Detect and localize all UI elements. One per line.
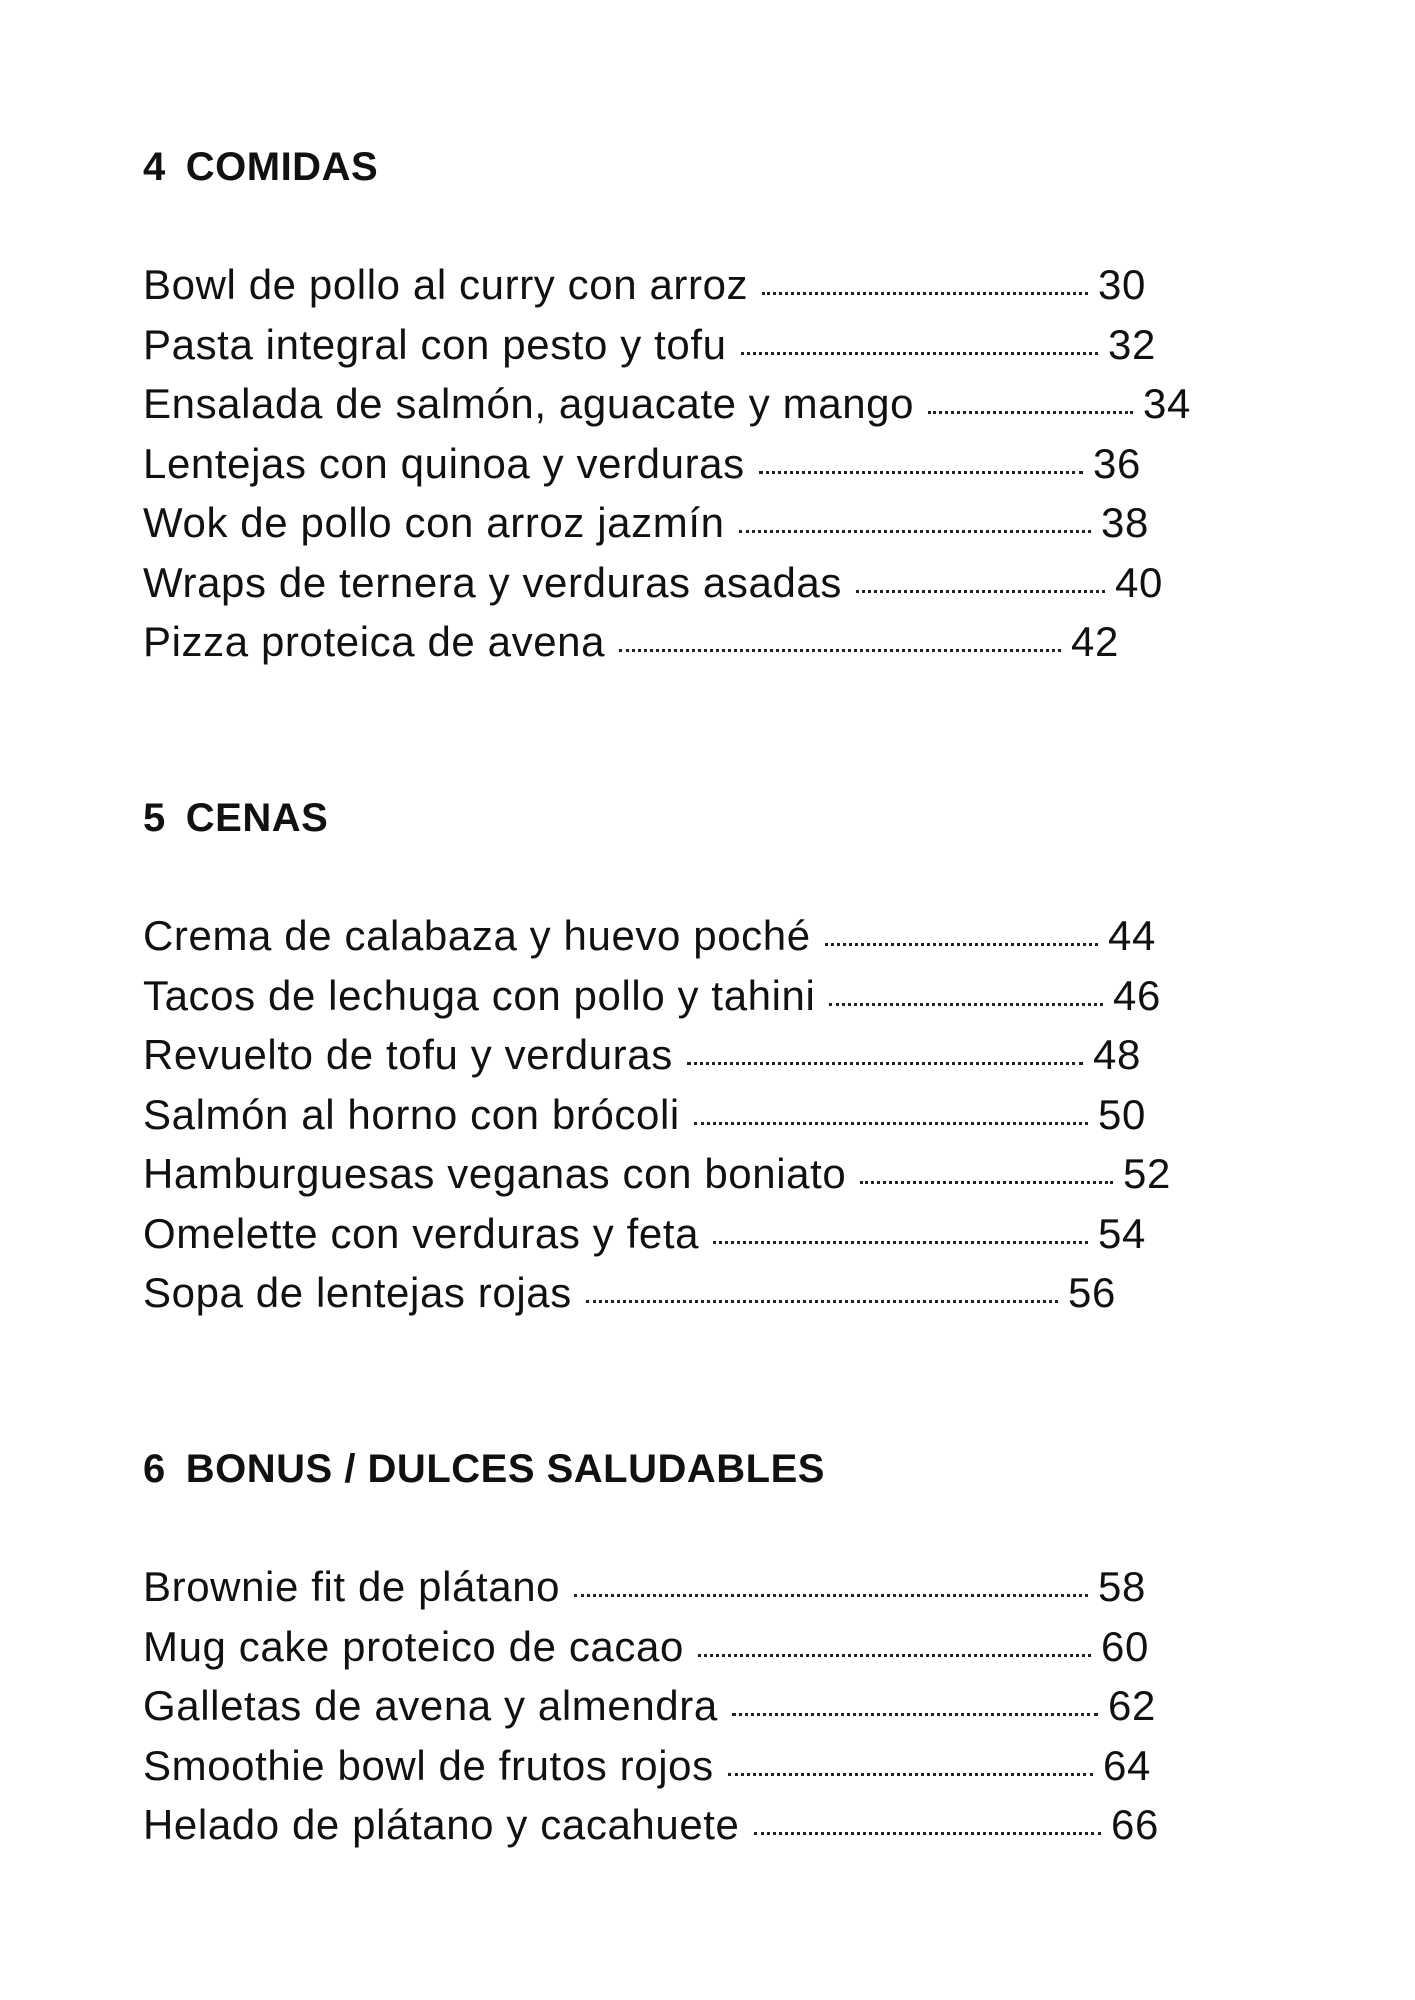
entry-title: Ensalada de salmón, aguacate y mango — [143, 380, 915, 427]
toc-entry[interactable] — [143, 966, 1171, 1026]
dot-leader — [619, 649, 1061, 652]
toc-entry[interactable] — [143, 493, 1191, 553]
entry-page-number: 40 — [1115, 558, 1163, 606]
toc-entry[interactable] — [143, 906, 1171, 966]
toc-entry[interactable] — [143, 553, 1191, 613]
toc-entry[interactable] — [143, 1557, 1159, 1617]
dot-leader — [762, 292, 1088, 295]
entry-page-number: 30 — [1098, 261, 1146, 308]
entry-page-number: 66 — [1111, 1801, 1159, 1848]
toc-entry[interactable] — [143, 1795, 1159, 1855]
entry-title: Galletas de avena y almendra — [143, 1682, 718, 1729]
dot-leader — [586, 1300, 1058, 1303]
entry-page-number: 54 — [1098, 1209, 1146, 1257]
toc-entry[interactable] — [143, 1144, 1171, 1204]
dot-leader — [739, 530, 1091, 533]
toc-entry[interactable] — [143, 1204, 1171, 1264]
section-title: COMIDAS — [185, 145, 379, 189]
section-comidas — [143, 143, 378, 191]
dot-leader — [754, 1832, 1102, 1835]
toc-entry[interactable] — [143, 255, 1191, 315]
entry-title: Wraps de ternera y verduras asadas — [143, 558, 842, 606]
section-heading — [143, 1445, 825, 1493]
entry-page-number: 48 — [1093, 1031, 1141, 1078]
toc-entry[interactable] — [143, 1617, 1159, 1677]
entry-title: Salmón al horno con brócoli — [143, 1090, 680, 1138]
dot-leader — [856, 590, 1105, 593]
dot-leader — [825, 943, 1098, 946]
entry-page-number: 44 — [1108, 912, 1156, 959]
entry-page-number: 32 — [1108, 320, 1156, 368]
dot-leader — [687, 1062, 1083, 1065]
dot-leader — [694, 1122, 1088, 1125]
toc-entry[interactable] — [143, 1676, 1159, 1736]
entry-title: Wok de pollo con arroz jazmín — [143, 499, 725, 546]
section-number: 6 — [143, 1447, 166, 1491]
entry-title: Helado de plátano y cacahuete — [143, 1801, 740, 1848]
toc-list-comidas — [143, 255, 1191, 672]
entry-title: Brownie fit de plátano — [143, 1563, 561, 1610]
entry-page-number: 38 — [1101, 499, 1149, 546]
section-bonus — [143, 1445, 825, 1493]
toc-entry[interactable] — [143, 1085, 1171, 1145]
entry-title: Bowl de pollo al curry con arroz — [143, 261, 749, 308]
entry-page-number: 56 — [1068, 1269, 1116, 1316]
toc-entry[interactable] — [143, 612, 1191, 672]
dot-leader — [728, 1773, 1093, 1776]
section-cenas — [143, 794, 328, 842]
dot-leader — [829, 1003, 1103, 1006]
dot-leader — [741, 352, 1098, 355]
toc-entry[interactable] — [143, 1263, 1171, 1323]
section-heading — [143, 794, 328, 842]
section-title: BONUS / DULCES SALUDABLES — [185, 1447, 825, 1491]
section-number: 5 — [143, 796, 166, 840]
entry-page-number: 62 — [1108, 1682, 1156, 1729]
entry-page-number: 34 — [1143, 380, 1191, 427]
entry-page-number: 58 — [1098, 1563, 1146, 1610]
toc-entry[interactable] — [143, 1736, 1159, 1796]
dot-leader — [713, 1241, 1088, 1244]
entry-title: Revuelto de tofu y verduras — [143, 1031, 673, 1078]
dot-leader — [860, 1181, 1113, 1184]
toc-entry[interactable] — [143, 1025, 1171, 1085]
toc-list-cenas — [143, 906, 1171, 1323]
dot-leader — [928, 411, 1133, 414]
entry-page-number: 50 — [1098, 1090, 1146, 1138]
entry-title: Crema de calabaza y huevo poché — [143, 912, 811, 959]
dot-leader — [574, 1594, 1088, 1597]
entry-title: Tacos de lechuga con pollo y tahini — [143, 971, 816, 1019]
entry-title: Sopa de lentejas rojas — [143, 1269, 572, 1316]
toc-list-bonus — [143, 1557, 1159, 1855]
section-number: 4 — [143, 145, 166, 189]
entry-title: Lentejas con quinoa y verduras — [143, 439, 745, 487]
dot-leader — [759, 471, 1083, 474]
section-title: CENAS — [185, 796, 329, 840]
entry-title: Mug cake proteico de cacao — [143, 1622, 684, 1670]
dot-leader — [732, 1713, 1098, 1716]
entry-page-number: 60 — [1101, 1622, 1149, 1670]
entry-page-number: 42 — [1071, 618, 1119, 665]
entry-title: Hamburguesas veganas con boniato — [143, 1150, 847, 1197]
section-heading — [143, 143, 378, 191]
entry-page-number: 46 — [1113, 971, 1161, 1019]
entry-title: Pizza proteica de avena — [143, 618, 606, 665]
entry-page-number: 36 — [1093, 439, 1141, 487]
toc-entry[interactable] — [143, 434, 1191, 494]
entry-title: Smoothie bowl de frutos rojos — [143, 1741, 714, 1789]
entry-title: Omelette con verduras y feta — [143, 1209, 700, 1257]
dot-leader — [698, 1654, 1091, 1657]
entry-page-number: 52 — [1123, 1150, 1171, 1197]
entry-page-number: 64 — [1103, 1741, 1151, 1789]
toc-entry[interactable] — [143, 374, 1191, 434]
toc-entry[interactable] — [143, 315, 1191, 375]
entry-title: Pasta integral con pesto y tofu — [143, 320, 727, 368]
